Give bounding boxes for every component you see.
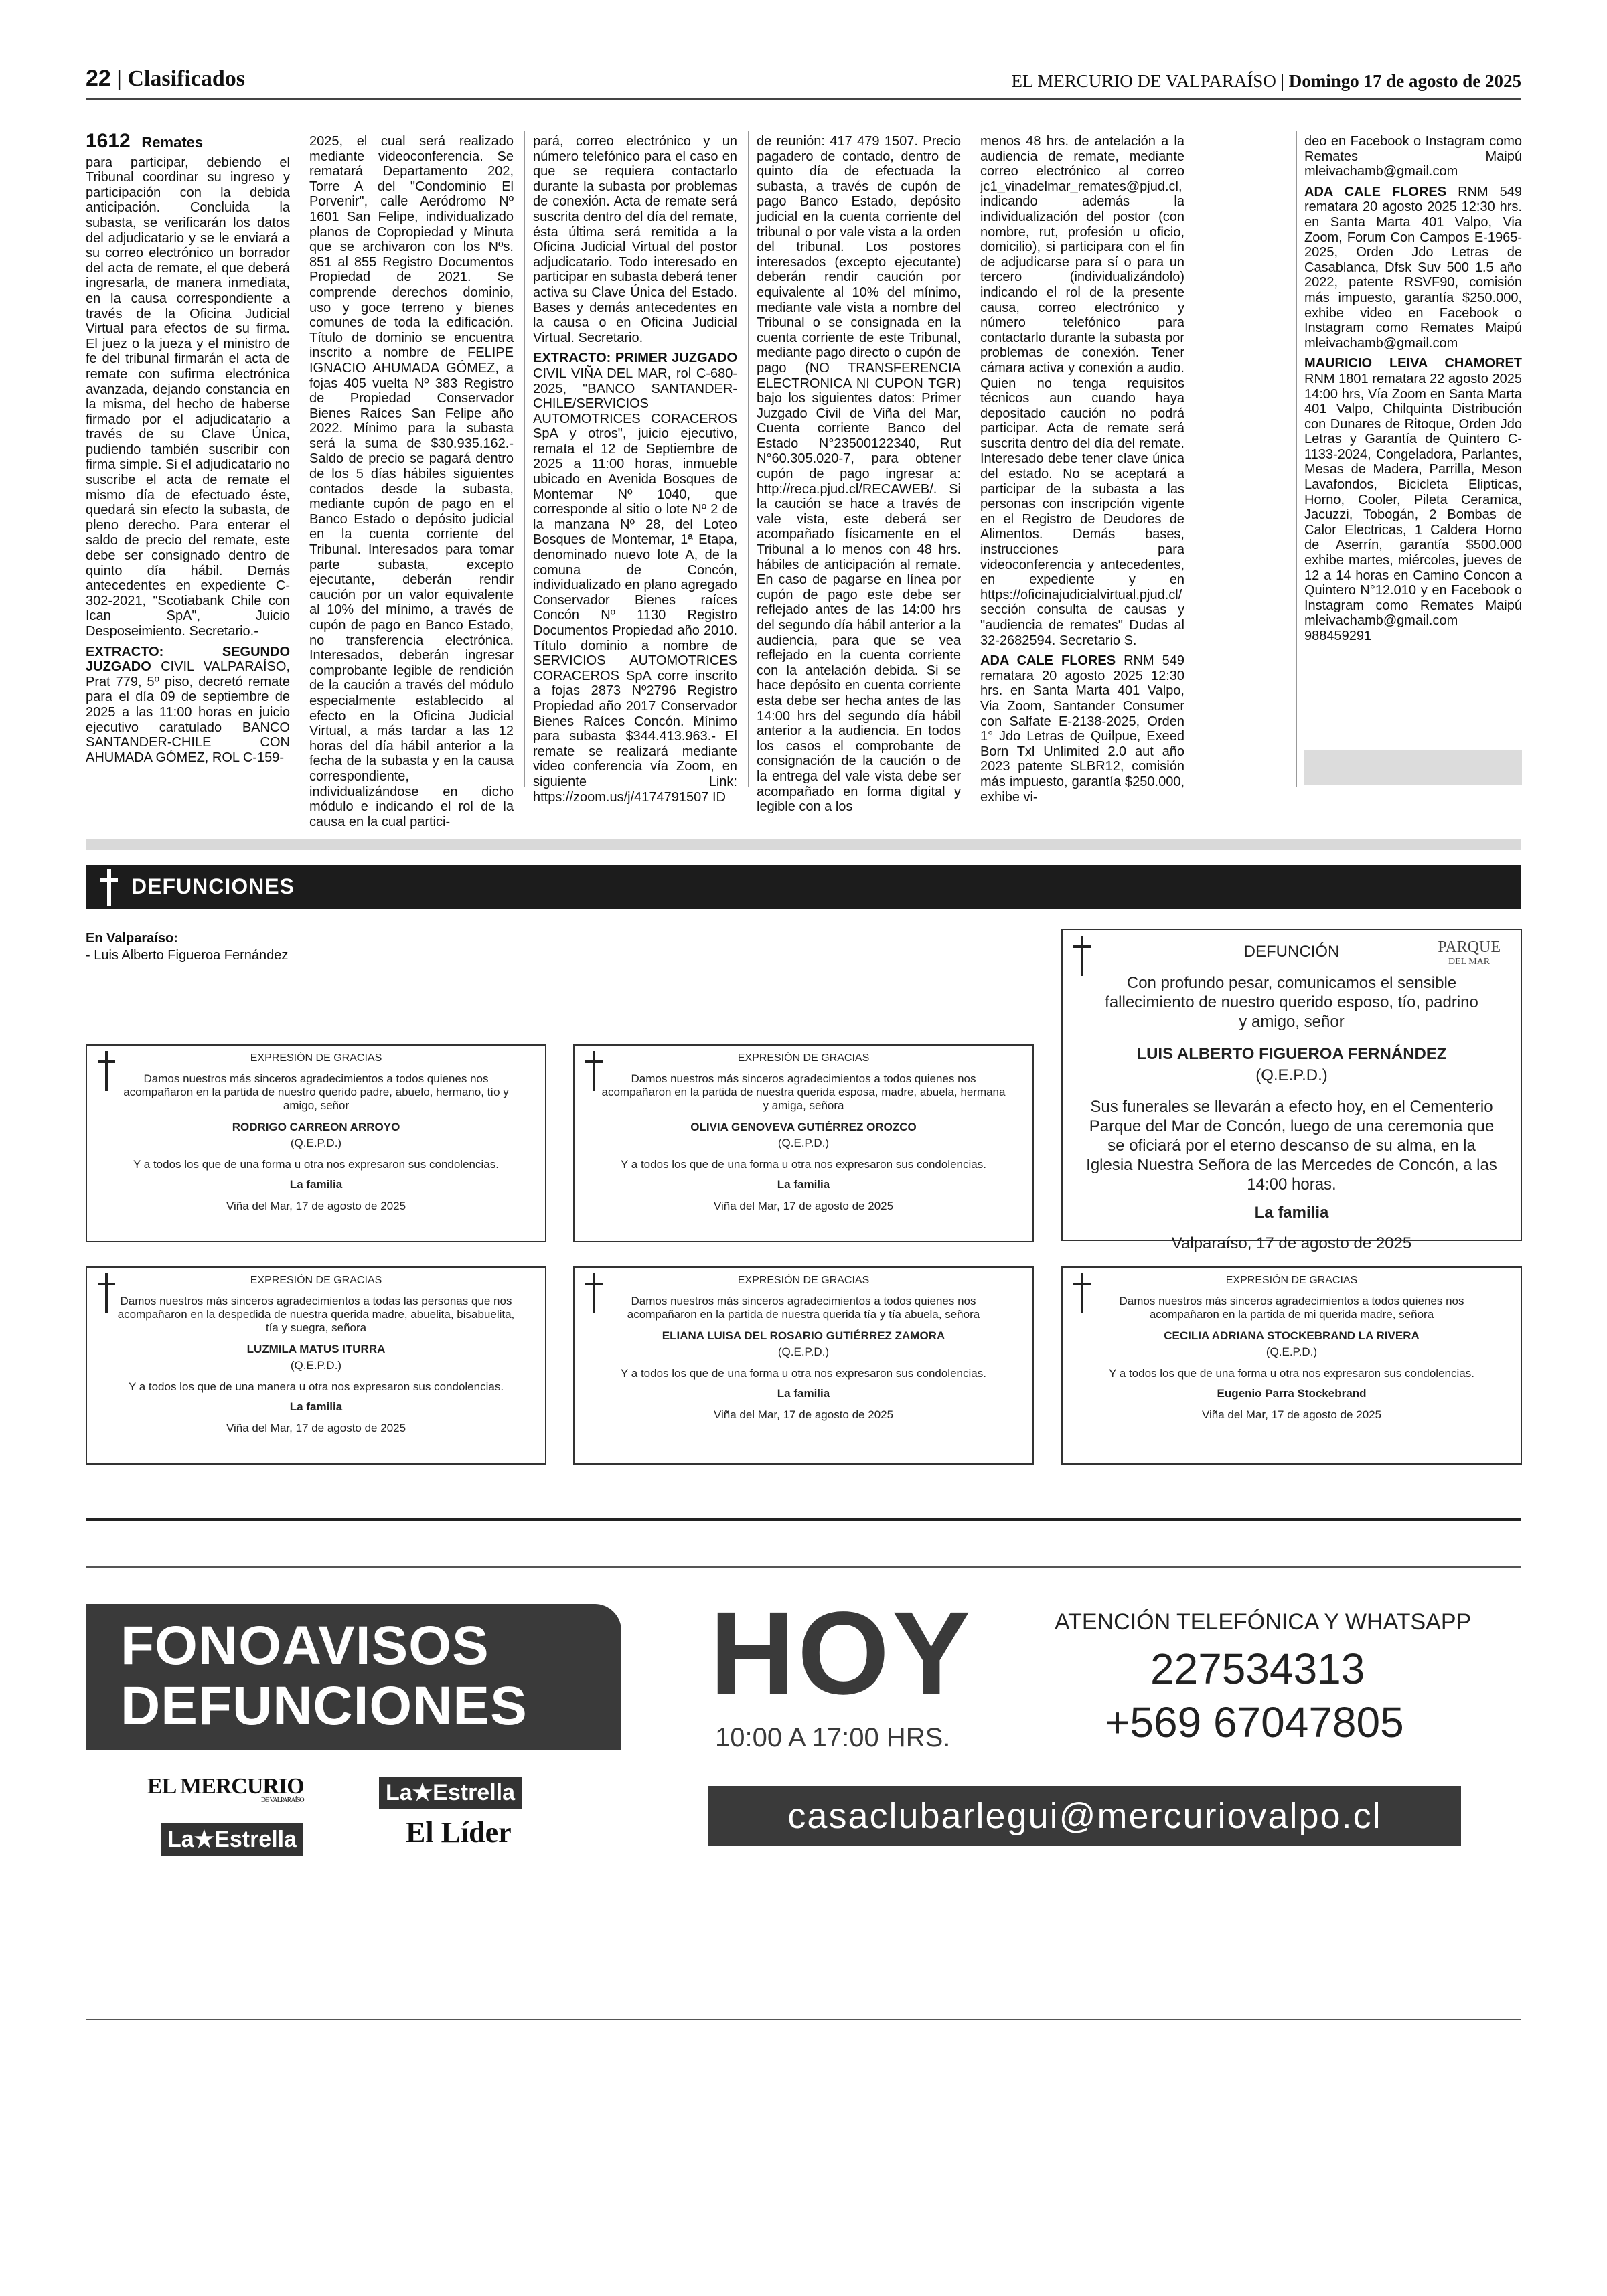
obituary-card [1061,1266,1522,1465]
card-title: EXPRESIÓN DE GRACIAS [250,1275,382,1286]
page-number: 22 [86,66,111,91]
contact-email[interactable]: casaclubarlegui@mercuriovalpo.cl [708,1786,1461,1846]
attention-label: ATENCIÓN TELEFÓNICA Y WHATSAPP [1055,1609,1472,1635]
classified-text: pará, correo electrónico y un número telefónico para el caso en que se requiera contactarlo durante la subasta por problemas de conexión. Acta de remate será suscrita dentro del día del remate, ésta última será remitida a la Oficina Judicial Virtual del postor adjudicatario. Todo interesado en participar en subasta deberá tener activa su Clave Única del Estado. Bases y demás antecedentes en la causa o en Oficina Judicial Virtual. Secretario. [533,134,737,345]
whatsapp-number[interactable]: +569 67047805 [1105,1698,1404,1746]
card-body: Damos nuestros más sinceros agradecimientos a todas las personas que nos acompañaron en la despedida de nuestra querida madre, abuelita, bisabuelita, tía y suegra, señora [117,1295,515,1334]
column-divider [1296,131,1297,787]
card-title: EXPRESIÓN DE GRACIAS [1225,1275,1358,1286]
hoy-title: HOY [710,1588,974,1719]
featured-obituary-card [1061,929,1522,1252]
classified-text: para participar, debiendo el Tribunal coordinar su ingreso y participación con la debida anticipación. Concluida la subasta, se verificarán los datos del adjudicatario y se le enviará a su correo electrónico un borrador del acta de remate, el que deberá ingresarla, de manera inmediata, en la causa correspondiente a través de la Oficina Judicial Virtual para efectos de su firma. El juez o la jueza y el ministro de fe del tribunal firmarán el acta de remate con sufirma electrónica avanzada, dejando constancia en la misma, del hecho de haberse firmado por el adjudicatario a través de su Clave Única, pudiendo también suscribir con firma simple. Si el adjudicatario no suscribe el acta de remate el mismo día de efectuado éste, quedará sin efecto la subasta, de pleno derecho. Para enterar el saldo de precio del remate, este debe ser consignado dentro de quinto día hábil. Demás antecedentes en expediente C-302-2021, "Scotiabank Chile con Ican SpA", Juicio Desposeimiento. Secretario.- [86,155,290,639]
classified-category: Remates [141,134,204,151]
qepd: (Q.E.P.D.) [290,1137,342,1149]
qepd: (Q.E.P.D.) [1255,1066,1328,1084]
el-mercurio-logo: EL MERCURIO DE VALPARAÍSO [147,1774,304,1804]
card-body: Damos nuestros más sinceros agradecimientos a todos quienes nos acompañaron en la partida de nuestro querido padre, abuelo, hermano, tío y amigo, señor [123,1072,509,1112]
fono-line-2: DEFUNCIONES [121,1675,528,1736]
card-title: EXPRESIÓN DE GRACIAS [737,1275,870,1286]
cross-icon [96,1051,117,1091]
card-thanks: Y a todos los que de una forma u otra nos expresaron sus condolencias. [1109,1367,1474,1380]
card-title: EXPRESIÓN DE GRACIAS [737,1052,870,1064]
card-body: Con profundo pesar, comunicamos el sensible fallecimiento de nuestro querido esposo, tío, padrino y amigo, señor [1105,974,1478,1031]
publication-name: EL MERCURIO DE VALPARAÍSO [1011,71,1276,91]
footer-divider [86,2019,1521,2020]
qepd: (Q.E.P.D.) [290,1359,342,1372]
card-body: Damos nuestros más sinceros agradecimientos a todos quienes nos acompañaron en la partida de nuestra querida esposa, madre, abuela, hermana y amiga, señora [601,1072,1006,1112]
card-family: La familia [777,1387,830,1400]
defunciones-title: DEFUNCIONES [131,874,295,898]
card-family: Eugenio Parra Stockebrand [1217,1387,1367,1400]
classified-text: 2025, el cual será realizado mediante videoconferencia. Se rematará Departamento 202, Torre A del "Condominio El Porvenir", calle Aeródromo Nº 1601 San Felipe, individualizado planos de Copropiedad y Minuta que se archivaron con los Nºs. 851 al 855 Registro Documentos Propiedad de 2021. Se comprende derechos dominio, uso y goce terreno y bienes comunes de toda la edificación. Título de dominio se encuentra inscrito a nombre de FELIPE IGNACIO AHUMADA GÓMEZ, a fojas 405 vuelta Nº 383 Registro de Propiedad Conservador Bienes Raíces San Felipe año 2022. Mínimo para la subasta será la suma de $30.935.162.- Saldo de precio se pagará dentro de los 5 días hábiles siguientes contados desde la subasta, mediante cupón de pago en el Banco Estado o depósito judicial en la cuenta corriente del Tribunal. Interesados para tomar parte subasta, excepto ejecutante, deberán rendir caución por un valor equivalente al 10% del mínimo, a través de cupón de pago en Banco Estado, no transferencia electrónica. Interesados, deberán ingresar comprobante legible de rendición de la caución a través del módulo especialmente establecido al efecto en la Oficina Judicial Virtual, a más tardar a las 12 horas del día hábil anterior a la fecha de la subasta y en la causa correspondiente, individualizándose en dicho módulo e indicando el rol de la causa en la cual partici- [309,134,514,829]
parque-del-mar-logo: PARQUE DEL MAR [1438,938,1501,967]
cross-icon [99,869,119,906]
la-estrella-logo: La★Estrella [161,1823,303,1856]
card-thanks: Y a todos los que de una forma u otra nos expresaron sus condolencias. [621,1367,986,1380]
page-header-left: 22 | Clasificados [86,66,246,91]
la-estrella-logo: La★Estrella [379,1777,522,1809]
phone-number[interactable]: 227534313 [1150,1645,1365,1693]
el-lider-logo: El Líder [406,1816,512,1849]
card-place-date: Viña del Mar, 17 de agosto de 2025 [1201,1408,1382,1421]
defunciones-band [86,865,1521,909]
cross-icon [96,1273,117,1313]
deceased-name: OLIVIA GENOVEVA GUTIÉRREZ OROZCO [690,1121,917,1133]
blank-ad-space [1304,750,1522,785]
card-place-date: Viña del Mar, 17 de agosto de 2025 [713,1200,894,1212]
classified-column-3 [533,134,737,805]
section-divider-band [86,839,1521,850]
classified-text: deo en Facebook o Instagram como Remates Maipú mleivachamb@gmail.com [1304,134,1522,179]
classified-heading: ADA CALE FLORES [980,653,1116,669]
fono-line-1: FONOAVISOS [121,1615,489,1676]
card-place-date: Viña del Mar, 17 de agosto de 2025 [713,1408,894,1421]
card-family: La familia [1254,1204,1329,1222]
deceased-name: LUZMILA MATUS ITURRA [246,1343,386,1356]
column-divider [524,131,525,787]
card-place-date: Viña del Mar, 17 de agosto de 2025 [226,1200,406,1212]
deceased-name: LUIS ALBERTO FIGUEROA FERNÁNDEZ [1136,1045,1447,1063]
card-family: La familia [289,1400,343,1413]
classified-column-4 [757,134,961,815]
obituary-card [86,1266,546,1465]
cross-icon [1072,936,1092,976]
obituary-location-list [86,930,288,964]
funeral-details: Sus funerales se llevarán a efecto hoy, en el Cementerio Parque del Mar de Concón, luego de una ceremonia que se oficiará por el eterno descanso de su alma, en la Iglesia Nuestra Señora de las Mercedes de Concón, a las 14:00 horas. [1086,1098,1497,1194]
classified-text: CIVIL VIÑA DEL MAR, rol C-680-2025, "BANCO SANTANDER-CHILE/SERVICIOS AUTOMOTRICES CORACEROS SpA y otros", juicio ejecutivo, remata el 12 de Septiembre de 2025 a 11:00 horas, inmueble ubicado en Avenida Bosques de Montemar Nº 1040, que corresponde al sitio o lote Nº 2 de la manzana Nº 28, del Loteo Bosques de Montemar, 1ª Etapa, denominado nuevo lote A, de la comuna de Concón, individualizado en plano agregado Conservador Bienes raíces Concón Nº 1130 Registro Documentos Propiedad año 2010. Título dominio a nombre de SERVICIOS AUTOMOTRICES CORACEROS SpA corre inscrito a fojas 2873 Nº2796 Registro Propiedad año 2017 Conservador Bienes Raíces Concón. Mínimo para subasta $344.413.963.- El remate se realizará mediante video conferencia vía Zoom, en siguiente Link: https://zoom.us/j/4174791507 ID [533,365,737,805]
qepd: (Q.E.P.D.) [777,1137,830,1149]
section-title: Clasificados [127,66,246,91]
card-thanks: Y a todos los que de una forma u otra nos expresaron sus condolencias. [133,1158,499,1171]
card-family: La familia [777,1178,830,1191]
cross-icon [584,1273,604,1313]
classified-heading: ADA CALE FLORES [1304,184,1447,199]
deceased-name: CECILIA ADRIANA STOCKEBRAND LA RIVERA [1164,1329,1420,1342]
card-thanks: Y a todos los que de una manera u otra nos expresaron sus condolencias. [128,1380,504,1393]
qepd: (Q.E.P.D.) [1266,1345,1318,1358]
obituary-card [573,1266,1034,1465]
cross-icon [584,1051,604,1091]
card-title: EXPRESIÓN DE GRACIAS [250,1052,382,1064]
qepd: (Q.E.P.D.) [777,1345,830,1358]
card-body: Damos nuestros más sinceros agradecimientos a todos quienes nos acompañaron en la partida de nuestra querida tía y tía abuela, señora [627,1295,980,1321]
issue-date: Domingo 17 de agosto de 2025 [1288,71,1521,91]
service-hours: 10:00 A 17:00 HRS. [715,1723,951,1752]
ad-divider-top [86,1518,1521,1521]
classified-text: menos 48 hrs. de antelación a la audiencia de remate, mediante correo electrónico al correo jc1_vinadelmar_remates@pjud.cl, indicando además la individualización del postor (con nombre, rut, profesión u oficio, domicilio), si participara con el fin de adjudicarse para sí o para un tercero (individualizándolo) indicando el rol de la presente causa, correo electrónico y número telefónico para contactarlo durante la subasta por problemas de conexión. Tener cámara activa y conexión a audio. Quien no tenga requisitos técnicos aun cuando haya depositado caución no podrá participar. Acta de remate será suscrita dentro del día del remate. Interesado debe tener clave única del estado. No se aceptará a participar de la subasta a las personas con inscripción vigente en el Registro de Deudores de Alimentos. Demás bases, instrucciones para videoconferencia y antecedentes, en expediente y en https://oficinajudicialvirtual.pjud.cl/ sección consulta de causas y "audiencia de remates" Dudas al 32-2682594. Secretario S. [980,134,1184,648]
obituary-card [573,1044,1034,1242]
classified-column-2 [309,134,514,829]
classified-code: 1612 [86,130,131,152]
classified-column-5 [980,134,1184,805]
card-thanks: Y a todos los que de una forma u otra nos expresaron sus condolencias. [621,1158,986,1171]
deceased-name: RODRIGO CARREON ARROYO [232,1121,400,1133]
classified-column-1 [86,130,290,785]
card-family: La familia [289,1178,343,1191]
deceased-name: ELIANA LUISA DEL ROSARIO GUTIÉRREZ ZAMORA [662,1329,945,1342]
classified-heading: EXTRACTO: PRIMER JUZGADO [533,351,737,366]
column-divider [748,131,749,787]
classified-text: RNM 549 rematara 20 agosto 2025 12:30 hrs. en Santa Marta 401 Valpo, Via Zoom, Santander Consumer con Salfate E-2138-2025, Orden 1° Jdo Letras de Quilpue, Exeed Born Txl Unlimited 2.0 aut año 2023 patente SLBR12, comisión más impuesto, garantía $250.000, exhibe vi- [980,653,1184,805]
classified-heading: MAURICIO LEIVA CHAMORET [1304,356,1522,372]
classified-text: de reunión: 417 479 1507. Precio pagadero de contado, dentro de quinto día de efectuada la subasta, a través de cupón de pago Banco Estado, depósito judicial en la cuenta corriente del tribunal o por vale vista a la orden del tribunal. Los postores interesados (excepto ejecutante) deberán rendir caución por equivalente al 10% del mínimo, mediante vale vista a nombre del Tribunal o se consignada en la cuenta corriente de este Tribunal, mediante pago directo o cupón de pago (NO TRANSFERENCIA ELECTRONICA NI CUPON TGR) bajo los siguientes datos: Primer Juzgado Civil de Viña del Mar, Cuenta corriente Banco del Estado N°23500122340, Rut N°60.305.020-7, para obtener cupón de pago ingresar a: http://reca.pjud.cl/RECAWEB/. Si la caución se hace a través de vale vista, este deberá ser acompañado físicamente en el Tribunal a lo menos con 48 hrs. hábiles de anticipación al remate. En caso de pagarse en línea por cupón de pago este debe ser reflejado antes de las 14:00 hrs del segundo día hábil anterior a la audiencia, para que se vea reflejado en la cuenta corriente con la antelación debida. Si se hace depósito en cuenta corriente esta debe ser hecha antes de las 14:00 hrs del segundo día hábil anterior a la audiencia. En todos los casos el comprobante de consignación de la caución o de la entrega del vale vista debe ser acompañado en forma digital y legible con a los [757,134,961,815]
card-place-date: Viña del Mar, 17 de agosto de 2025 [226,1422,406,1434]
classified-heading: EXTRACTO: SEGUNDO JUZGADO [86,644,290,675]
fonoavisos-banner [86,1604,621,1750]
location-entry: - Luis Alberto Figueroa Fernández [86,948,289,963]
card-body: Damos nuestros más sinceros agradecimientos a todos quienes nos acompañaron en la partida de mi querida madre, señora [1119,1295,1464,1321]
page-header-right: EL MERCURIO DE VALPARAÍSO | Domingo 17 de agosto de 2025 [1011,71,1521,91]
card-place-date: Valparaíso, 17 de agosto de 2025 [1171,1234,1412,1252]
location-label: En Valparaíso: [86,931,178,946]
classified-column-6 [1304,134,1522,750]
header-divider [86,98,1521,100]
cross-icon [1072,1273,1092,1313]
classified-text: RNM 1801 rematara 22 agosto 2025 14:00 hrs, Vía Zoom en Santa Marta 401 Valpo, Chilquinta Distribución con Dunares de Ritoque, Orden Jdo Letras y Garantía de Quintero C-1133-2024, Congeladora, Parlantes, Mesas de Madera, Parrilla, Meson Lavafondos, Bicicleta Elipticas, Horno, Cooler, Pileta Ceramica, Jacuzzi, Tobogán, 2 Bombas de Calor Electricas, 1 Caldera Horno de Aserrín, garantía $500.000 exhibe martes, miércoles, jueves de 12 a 14 horas en Camino Concon a Quintero N°12.010 y en Facebook o Instagram como Remates Maipú mleivachamb@gmail.com 988459291 [1304,371,1522,643]
classified-text: CIVIL VALPARAÍSO, Prat 779, 5º piso, decretó remate para el día 09 de septiembre de 2025 a las 11:00 horas en juicio ejecutivo caratulado BANCO SANTANDER-CHILE CON AHUMADA GÓMEZ, ROL C-159- [86,659,290,765]
obituary-card [86,1044,546,1242]
card-title: DEFUNCIÓN [1243,942,1340,961]
ad-divider [86,1566,1521,1568]
classified-text: RNM 549 rematara 20 agosto 2025 12:30 hrs. en Santa Marta 401 Valpo, Via Zoom, Forum Con Campos E-1965-2025, Orden Jdo Letras de Casablanca, Dfsk Suv 500 1.5 año 2022, patente RSVF90, comisión más impuesto, garantía $250.000, exhibe video en Facebook o Instagram como Remates Maipú mleivachamb@gmail.com [1304,184,1522,351]
